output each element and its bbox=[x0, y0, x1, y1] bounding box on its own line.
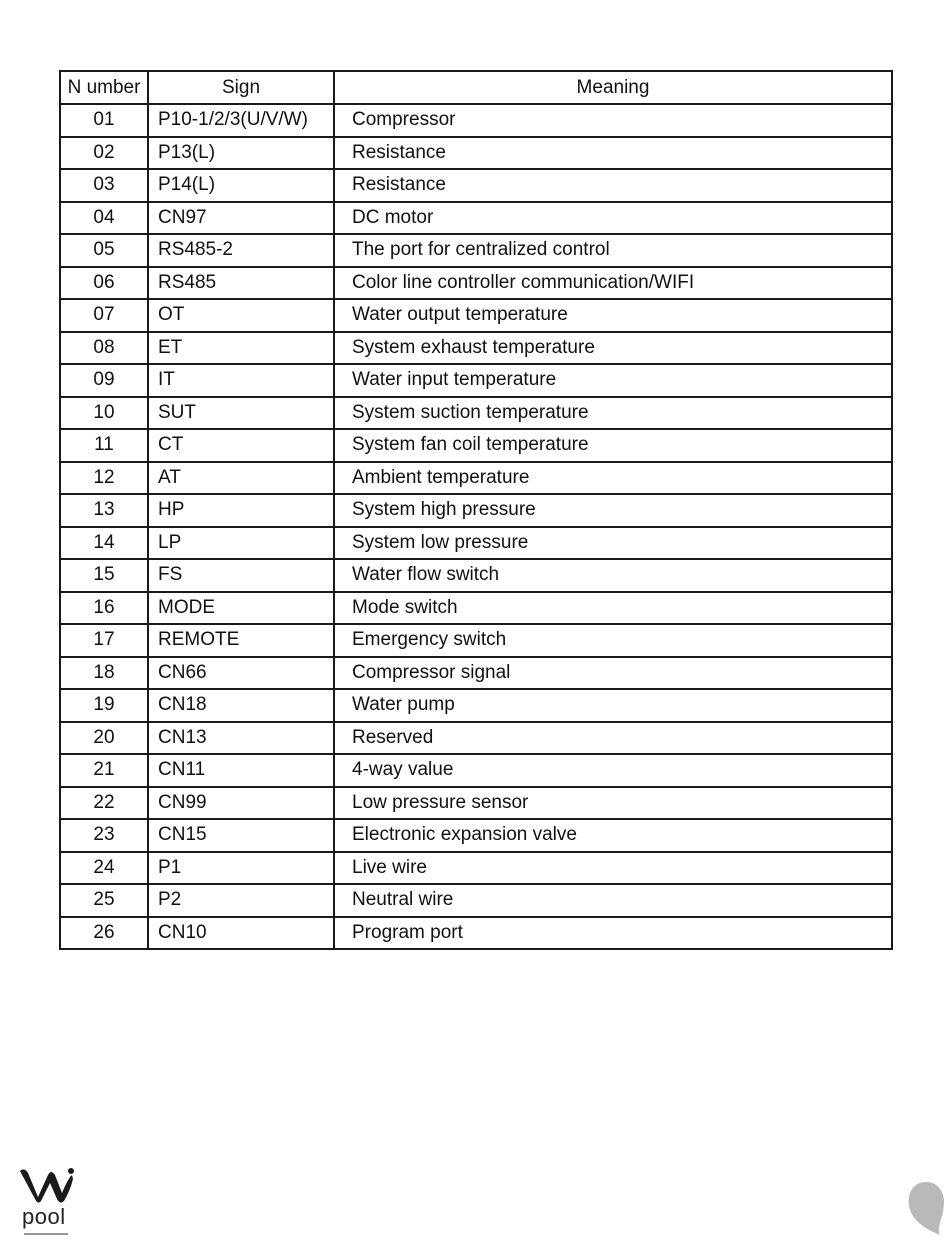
cell-sign: OT bbox=[148, 299, 334, 332]
cell-number: 03 bbox=[60, 169, 148, 202]
cell-sign: CN10 bbox=[148, 917, 334, 950]
cell-number: 16 bbox=[60, 592, 148, 625]
cell-meaning: Mode switch bbox=[334, 592, 892, 625]
table-row bbox=[60, 722, 892, 755]
table-row bbox=[60, 559, 892, 592]
table-row bbox=[60, 884, 892, 917]
table-row bbox=[60, 169, 892, 202]
table-row bbox=[60, 104, 892, 137]
table-row bbox=[60, 754, 892, 787]
cell-meaning: Compressor signal bbox=[334, 657, 892, 690]
cell-sign: SUT bbox=[148, 397, 334, 430]
table-row bbox=[60, 137, 892, 170]
cell-sign: CN18 bbox=[148, 689, 334, 722]
cell-meaning: Reserved bbox=[334, 722, 892, 755]
cell-meaning: 4-way value bbox=[334, 754, 892, 787]
cell-sign: CN97 bbox=[148, 202, 334, 235]
header-sign: Sign bbox=[148, 71, 334, 104]
table-row bbox=[60, 462, 892, 495]
cell-number: 19 bbox=[60, 689, 148, 722]
cell-number: 10 bbox=[60, 397, 148, 430]
table-body bbox=[60, 104, 892, 949]
table-row bbox=[60, 429, 892, 462]
cell-meaning: DC motor bbox=[334, 202, 892, 235]
cell-meaning: Resistance bbox=[334, 169, 892, 202]
cell-number: 06 bbox=[60, 267, 148, 300]
cell-meaning: Color line controller communication/WIFI bbox=[334, 267, 892, 300]
brand-text: pool bbox=[22, 1204, 66, 1229]
cell-meaning: Neutral wire bbox=[334, 884, 892, 917]
header-number: N umber bbox=[60, 71, 148, 104]
cell-number: 01 bbox=[60, 104, 148, 137]
cell-meaning: System high pressure bbox=[334, 494, 892, 527]
cell-sign: HP bbox=[148, 494, 334, 527]
cell-sign: ET bbox=[148, 332, 334, 365]
cell-sign: CN15 bbox=[148, 819, 334, 852]
cell-number: 14 bbox=[60, 527, 148, 560]
cell-sign: MODE bbox=[148, 592, 334, 625]
cell-number: 11 bbox=[60, 429, 148, 462]
cell-sign: CN11 bbox=[148, 754, 334, 787]
cell-number: 26 bbox=[60, 917, 148, 950]
table-row bbox=[60, 364, 892, 397]
cell-meaning: Resistance bbox=[334, 137, 892, 170]
table-row bbox=[60, 787, 892, 820]
table-row bbox=[60, 689, 892, 722]
cell-sign: CN13 bbox=[148, 722, 334, 755]
cell-number: 21 bbox=[60, 754, 148, 787]
cell-sign: LP bbox=[148, 527, 334, 560]
cell-sign: CN99 bbox=[148, 787, 334, 820]
table-row bbox=[60, 234, 892, 267]
table-row bbox=[60, 494, 892, 527]
header-meaning: Meaning bbox=[334, 71, 892, 104]
cell-meaning: Low pressure sensor bbox=[334, 787, 892, 820]
cell-meaning: System suction temperature bbox=[334, 397, 892, 430]
cell-sign: P10-1/2/3(U/V/W) bbox=[148, 104, 334, 137]
cell-number: 08 bbox=[60, 332, 148, 365]
cell-sign: CT bbox=[148, 429, 334, 462]
header-row bbox=[60, 71, 892, 104]
table-row bbox=[60, 267, 892, 300]
cell-sign: IT bbox=[148, 364, 334, 397]
cell-meaning: Program port bbox=[334, 917, 892, 950]
cell-number: 02 bbox=[60, 137, 148, 170]
connection-table bbox=[59, 70, 893, 950]
cell-number: 22 bbox=[60, 787, 148, 820]
table-row bbox=[60, 917, 892, 950]
table-row bbox=[60, 657, 892, 690]
cell-sign: REMOTE bbox=[148, 624, 334, 657]
table-row bbox=[60, 332, 892, 365]
table-row bbox=[60, 624, 892, 657]
table-row bbox=[60, 819, 892, 852]
cell-number: 15 bbox=[60, 559, 148, 592]
cell-meaning: Ambient temperature bbox=[334, 462, 892, 495]
cell-meaning: Water pump bbox=[334, 689, 892, 722]
cell-meaning: The port for centralized control bbox=[334, 234, 892, 267]
cell-meaning: System fan coil temperature bbox=[334, 429, 892, 462]
cell-number: 04 bbox=[60, 202, 148, 235]
cell-sign: CN66 bbox=[148, 657, 334, 690]
table-row bbox=[60, 299, 892, 332]
cell-number: 18 bbox=[60, 657, 148, 690]
cell-meaning: Water output temperature bbox=[334, 299, 892, 332]
cell-number: 05 bbox=[60, 234, 148, 267]
cell-sign: P14(L) bbox=[148, 169, 334, 202]
table-row bbox=[60, 592, 892, 625]
cell-number: 23 bbox=[60, 819, 148, 852]
cell-number: 20 bbox=[60, 722, 148, 755]
cell-meaning: System low pressure bbox=[334, 527, 892, 560]
cell-meaning: Electronic expansion valve bbox=[334, 819, 892, 852]
cell-sign: RS485-2 bbox=[148, 234, 334, 267]
cell-sign: P13(L) bbox=[148, 137, 334, 170]
cell-sign: P1 bbox=[148, 852, 334, 885]
cell-sign: AT bbox=[148, 462, 334, 495]
cell-number: 07 bbox=[60, 299, 148, 332]
table-row bbox=[60, 202, 892, 235]
table-row bbox=[60, 852, 892, 885]
cell-number: 12 bbox=[60, 462, 148, 495]
cell-sign: FS bbox=[148, 559, 334, 592]
brand-underline bbox=[24, 1230, 68, 1235]
cell-number: 25 bbox=[60, 884, 148, 917]
table-header bbox=[60, 71, 892, 104]
cell-number: 13 bbox=[60, 494, 148, 527]
cell-number: 24 bbox=[60, 852, 148, 885]
cell-sign: RS485 bbox=[148, 267, 334, 300]
cell-meaning: Water input temperature bbox=[334, 364, 892, 397]
drop-mark-icon bbox=[906, 1180, 946, 1236]
cell-meaning: Compressor bbox=[334, 104, 892, 137]
cell-meaning: Emergency switch bbox=[334, 624, 892, 657]
cell-meaning: Water flow switch bbox=[334, 559, 892, 592]
cell-meaning: System exhaust temperature bbox=[334, 332, 892, 365]
cell-meaning: Live wire bbox=[334, 852, 892, 885]
table-row bbox=[60, 527, 892, 560]
table-row bbox=[60, 397, 892, 430]
cell-number: 17 bbox=[60, 624, 148, 657]
cell-sign: P2 bbox=[148, 884, 334, 917]
cell-number: 09 bbox=[60, 364, 148, 397]
